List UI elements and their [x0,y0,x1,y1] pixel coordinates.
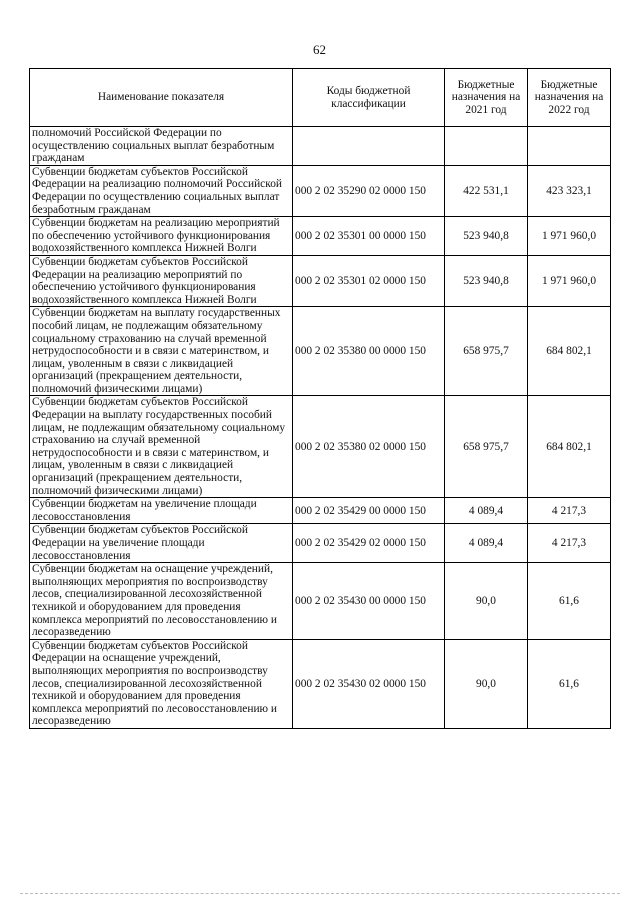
row-value-2022: 1 971 960,0 [528,217,611,256]
row-value-2021: 90,0 [445,563,528,640]
table-row [30,396,611,498]
row-code: 000 2 02 35301 02 0000 150 [293,255,445,306]
budget-table [29,68,611,729]
page-number: 62 [313,42,326,57]
table-row [30,498,611,524]
row-code [293,127,445,166]
page-bottom-divider [20,893,620,894]
row-value-2021: 4 089,4 [445,524,528,563]
row-name: полномочий Российской Федерации по осуществлению социальных выплат безработным гражданам [30,127,293,166]
row-code: 000 2 02 35430 02 0000 150 [293,639,445,728]
row-name: Субвенции бюджетам на увеличение площади лесовосстановления [30,498,293,524]
table-row [30,127,611,166]
row-code: 000 2 02 35429 00 0000 150 [293,498,445,524]
row-code: 000 2 02 35429 02 0000 150 [293,524,445,563]
row-value-2022: 61,6 [528,639,611,728]
row-value-2021: 658 975,7 [445,396,528,498]
row-name: Субвенции бюджетам субъектов Российской Федерации на увеличение площади лесовосстановления [30,524,293,563]
row-value-2021: 422 531,1 [445,165,528,216]
header-2021: Бюджетные назначения на 2021 год [445,69,528,127]
header-name: Наименование показателя [30,69,293,127]
table-row [30,307,611,396]
row-value-2022: 1 971 960,0 [528,255,611,306]
row-name: Субвенции бюджетам на оснащение учреждений, выполняющих мероприятия по воспроизводству лесов, специализированной лесохозяйственной техникой и оборудованием для проведения комплекса мероприятий по лесовосстановлению и лесоразведению [30,563,293,640]
row-code: 000 2 02 35380 00 0000 150 [293,307,445,396]
row-value-2021: 4 089,4 [445,498,528,524]
row-value-2021: 523 940,8 [445,217,528,256]
header-code: Коды бюджетной классификации [293,69,445,127]
row-value-2022 [528,127,611,166]
row-name: Субвенции бюджетам на выплату государственных пособий лицам, не подлежащим обязательному социальному страхованию на случай временной нетрудоспособности и в связи с материнством, и лицам, уволенным в связи с ликвидацией организаций (прекращением деятельности, полномочий физическими лицами) [30,307,293,396]
row-name: Субвенции бюджетам субъектов Российской Федерации на выплату государственных пособий лицам, не подлежащим обязательному социальному страхованию на случай временной нетрудоспособности и в связи с материнством, и лицам, уволенным в связи с ликвидацией организаций (прекращением деятельности, полномочий физическими лицами) [30,396,293,498]
table-row [30,217,611,256]
table-row [30,255,611,306]
row-name: Субвенции бюджетам субъектов Российской Федерации на реализацию мероприятий по обеспечению устойчивого функционирования водохозяйственного комплекса Нижней Волги [30,255,293,306]
row-value-2021 [445,127,528,166]
table-row [30,165,611,216]
row-value-2022: 423 323,1 [528,165,611,216]
row-code: 000 2 02 35301 00 0000 150 [293,217,445,256]
table-row [30,563,611,640]
row-code: 000 2 02 35290 02 0000 150 [293,165,445,216]
row-value-2022: 4 217,3 [528,498,611,524]
row-code: 000 2 02 35380 02 0000 150 [293,396,445,498]
header-2022: Бюджетные назначения на 2022 год [528,69,611,127]
table-header-row [30,69,611,127]
table-row [30,639,611,728]
row-value-2022: 4 217,3 [528,524,611,563]
row-code: 000 2 02 35430 00 0000 150 [293,563,445,640]
row-value-2022: 684 802,1 [528,307,611,396]
row-value-2022: 684 802,1 [528,396,611,498]
row-value-2021: 658 975,7 [445,307,528,396]
row-value-2022: 61,6 [528,563,611,640]
row-name: Субвенции бюджетам субъектов Российской Федерации на реализацию полномочий Российской Федерации по осуществлению социальных выплат безработным гражданам [30,165,293,216]
row-value-2021: 90,0 [445,639,528,728]
table-row [30,524,611,563]
row-name: Субвенции бюджетам субъектов Российской Федерации на оснащение учреждений, выполняющих мероприятия по воспроизводству лесов, специализированной лесохозяйственной техникой и оборудованием для проведения комплекса мероприятий по лесовосстановлению и лесоразведению [30,639,293,728]
row-value-2021: 523 940,8 [445,255,528,306]
row-name: Субвенции бюджетам на реализацию мероприятий по обеспечению устойчивого функционирования водохозяйственного комплекса Нижней Волги [30,217,293,256]
